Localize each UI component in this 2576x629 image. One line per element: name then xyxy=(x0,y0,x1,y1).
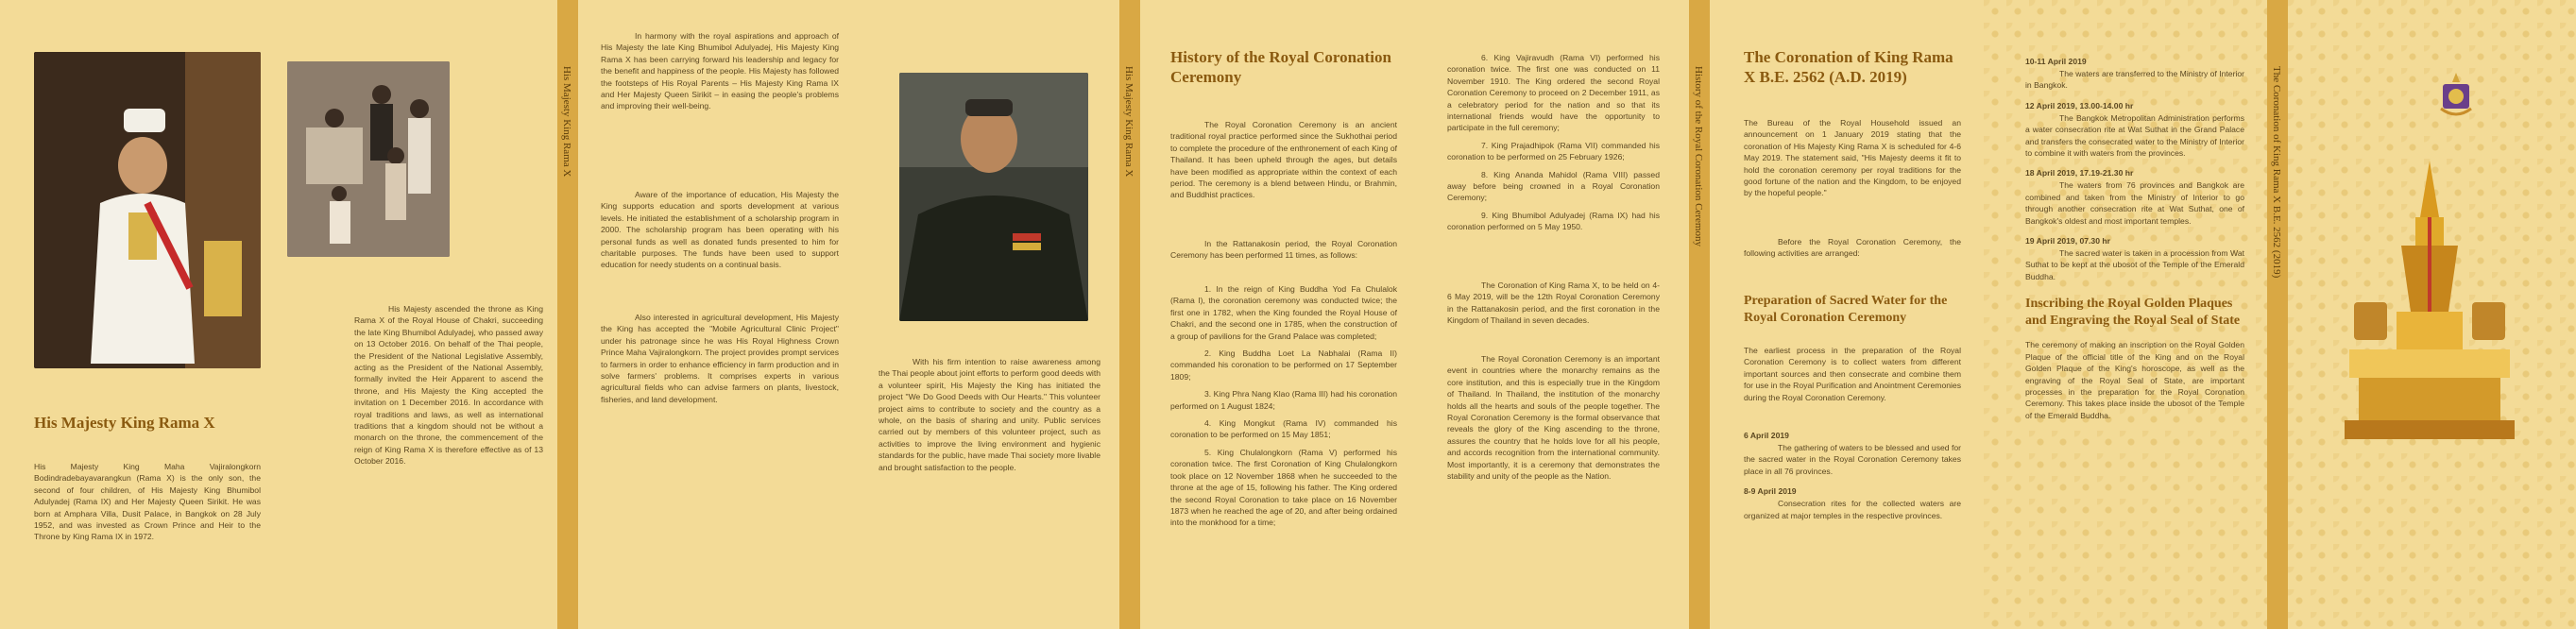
panel-3 xyxy=(578,0,862,629)
spine-3 xyxy=(1689,0,1710,629)
panel1-bio: His Majesty King Maha Vajiralongkorn Bodindradebayavarangkun (Rama X) is the only son, the second of four children, of His Majesty King Bhumibol Adulyadej (Rama IX) and Her Majesty Queen Sirikit. He was born at Amphara Villa, Dusit Palace, in Bangkok on 28 July 1952, and was invested as Crown Prince and Heir to the Throne by King Rama IX in 1972. xyxy=(34,462,261,542)
king-uniform-photo xyxy=(899,73,1088,321)
schedule-date: 10-11 April 2019 xyxy=(2025,57,2087,66)
panel7-title: The Coronation of King Rama X B.E. 2562 (A.D. 2019) xyxy=(1744,48,1953,86)
panel7-p1: The Bureau of the Royal Household issued an announcement on 1 January 2019 stating that the coronation of His Majesty King Rama X is scheduled for 4-6 May 2019. The statement said, "His Majesty deems it fit to hold the coronation ceremony per royal traditions for the good fortune of the nation and the Kingdom, to be enjoyed by the hopeful people." xyxy=(1744,118,1961,198)
list-item: 6. King Vajiravudh (Rama VI) performed his coronation twice. The first one was conducted on 11 November 1910. The King ordered the second Royal Coronation Ceremony to proceed on 2 December 1911, as a celebratory period for the nation and so that its international friends would have the opportunity to participate in the full ceremony; xyxy=(1447,53,1660,133)
schedule-date: 6 April 2019 xyxy=(1744,431,1789,440)
panel3-p2: Aware of the importance of education, His Majesty the King supports education and sports development at various levels. He initiated the establishment of a scholarship program in 2000. The scholarship program has been operating with his personal funds as well as donated funds presented to him for charitable purposes. The funds have been used to support education for needy students on a continual basis. xyxy=(601,190,839,270)
king-uniform-figure xyxy=(899,73,1088,321)
panel5-intro: The Royal Coronation Ceremony is an ancient traditional royal practice performed since the Sukhothai period to complete the procedure of the enthronement of each King of Thailand. It has been upheld through the ages, but details have been modified as appropriate within the context of each period. The ceremony is a blend between Hindu, or Brahmin, and Buddhist practices. xyxy=(1170,120,1397,200)
schedule-text: The gathering of waters to be blessed and used for the sacred water in the Royal Coronation Ceremony takes place in all 76 provinces. xyxy=(1744,443,1961,476)
list-item: 2. King Buddha Loet La Nabhalai (Rama II) commanded his coronation to be performed on 17 September 1809; xyxy=(1170,348,1397,382)
spine-4 xyxy=(2267,0,2288,629)
list-item: 3. King Phra Nang Klao (Rama III) had his coronation performed on 1 August 1824; xyxy=(1170,389,1397,411)
list-item: 4. King Mongkut (Rama IV) commanded his coronation to be performed on 15 May 1851; xyxy=(1170,418,1397,440)
panel5-title: History of the Royal Coronation Ceremony xyxy=(1170,48,1391,86)
panel8-subheading: Inscribing the Royal Golden Plaques and Engraving the Royal Seal of State xyxy=(2025,297,2241,329)
panel-6 xyxy=(1407,0,1689,629)
panel6-importance: The Royal Coronation Ceremony is an important event in countries where the monarchy remains as the core institution, and this is especially true in the Kingdom of Thailand. In Thailand, the institution of the monarchy holds all the hearts and souls of the people together. The Royal Coronation Ceremony is the formal observance that reveals the glory of the King ascending to the throne, assures the country that he holds love for all his people, and accords recognition from the international community. Most importantly, it is a ceremony that demonstrates the stability and unity of the people as the Nation. xyxy=(1447,354,1660,482)
schedule-date: 12 April 2019, 13.00-14.00 hr xyxy=(2025,100,2134,110)
rattanakosin-list xyxy=(1170,283,1397,535)
royal-family-photo xyxy=(287,61,450,257)
panel1-title: His Majesty King Rama X xyxy=(34,414,215,432)
panel7-subheading: Preparation of Sacred Water for the Royal Coronation Ceremony xyxy=(1744,294,1948,325)
royal-emblem-icon xyxy=(2437,71,2475,118)
schedule-text: The sacred water is taken in a procession from Wat Suthat to be kept at the ubosot of the Temple of the Emerald Buddha. xyxy=(2025,248,2244,281)
panel2-text: His Majesty ascended the throne as King Rama X of the Royal House of Chakri, succeeding the late King Bhumibol Adulyadej, who passed away on 13 October 2016. On behalf of the Thai people, the President of the National Legislative Assembly, acting as the President of the National Assembly, formally invited the Heir Apparent to ascend the throne, and His Majesty the King accepted the invitation on 1 December 2016. In accordance with royal traditions and laws, as well as international traditions that a kingdom should not be without a monarch on the throne, the commencement of the reign of King Rama X is therefore effective as of 13 October 2016. xyxy=(354,304,543,467)
schedule-text: The ceremony of making an inscription on the Royal Golden Plaque of the official title of the King and on the Royal Golden Plaque of the King's horoscope, as well as the engraving of the Royal Seal of State, are important processes in the preparation for the Royal Coronation Ceremony. This takes place inside the ubosot of the Temple of the Emerald Buddha. xyxy=(2025,340,2244,420)
panel-4 xyxy=(862,0,1119,629)
rattanakosin-list-cont xyxy=(1447,52,1660,239)
schedule-date: 8-9 April 2019 xyxy=(1744,486,1797,497)
panel7-p2: Before the Royal Coronation Ceremony, the following activities are arranged: xyxy=(1744,237,1961,259)
panel-1 xyxy=(0,0,274,629)
panel3-p1: In harmony with the royal aspirations and approach of His Majesty the late King Bhumibol Adulyadej, His Majesty King Rama X has been carrying forward his leadership and legacy for the benefit and happiness of the people. His Majesty has followed the footsteps of His Royal Parents – His Majesty King Rama IX and Her Majesty Queen Sirikit – in easing the people's problems and improving their well-being. xyxy=(601,31,839,111)
panel6-rama10: The Coronation of King Rama X, to be held on 4-6 May 2019, will be the 12th Royal Coronation Ceremony in the Rattanakosin period, and the first coronation in the Kingdom of Thailand in seven decades. xyxy=(1447,280,1660,326)
spine-1 xyxy=(557,0,578,629)
panel4-text: With his firm intention to raise awareness among the Thai people about joint efforts to perform good deeds with a volunteer spirit, His Majesty the King has initiated the project "We Do Good Deeds with Our Hearts." This volunteer project aims to contribute to society and the country as a whole, on the basis of sharing and unity. Public services carried out by members of this volunteer project, such as activities to improve the living environment and hygienic standards for the public, have made Thai society more livable and brought satisfaction to the people. xyxy=(879,357,1100,472)
list-item: 8. King Ananda Mahidol (Rama VIII) passed away before being crowned in a Royal Coronation Ceremony; xyxy=(1447,169,1660,203)
schedule-text: The waters from 76 provinces and Bangkok are combined and taken from the Ministry of Interior to go through another consecration rite at Wat Suthat, one of Bangkok's oldest and most important temples. xyxy=(2025,180,2244,226)
panel3-p3: Also interested in agricultural development, His Majesty the King has accepted the "Mobile Agricultural Clinic Project" under his patronage since he was His Royal Highness Crown Prince Maha Vajiralongkorn. The project provides prompt services to farmers in order to enhance efficiency in farm production and in solve farmers' problems. It comprises experts in various agricultural fields who can advise farmers on plants, livestock, fisheries, and land development. xyxy=(601,313,839,404)
spine-3-label: History of the Royal Coronation Ceremony xyxy=(1693,66,1704,246)
royal-family-figures xyxy=(287,61,450,257)
spine-2-label: His Majesty King Rama X xyxy=(1123,66,1134,178)
panel-7 xyxy=(1710,0,1984,629)
spine-4-label: The Coronation of King Rama X B.E. 2562 (2019) xyxy=(2271,66,2282,279)
panel8-schedule xyxy=(2025,40,2244,431)
schedule-text: The waters are transferred to the Ministry of Interior in Bangkok. xyxy=(2025,69,2244,91)
king-portrait-figure xyxy=(34,52,261,368)
regalia-illustration xyxy=(2345,161,2515,463)
king-portrait-photo xyxy=(34,52,261,368)
panel7-p3: The earliest process in the preparation of the Royal Coronation Ceremony is to collect waters from different important sources and then consecrate and combine them for use in the Royal Purification and Anointment Ceremonies during the Royal Coronation Ceremony. xyxy=(1744,346,1961,402)
panel5-p2: In the Rattanakosin period, the Royal Coronation Ceremony has been performed 11 times, as follows: xyxy=(1170,239,1397,261)
list-item: 7. King Prajadhipok (Rama VII) commanded his coronation to be performed on 25 February 1926; xyxy=(1447,140,1660,162)
panel-2 xyxy=(274,0,557,629)
list-item: 1. In the reign of King Buddha Yod Fa Chulalok (Rama I), the coronation ceremony was conducted twice; the first one in 1782, when the King founded the Royal House of Chakri, and the second one in 1785, when the construction of a group of pavilions for the Grand Palace was completed; xyxy=(1170,284,1397,341)
list-item: 5. King Chulalongkorn (Rama V) performed his coronation twice. The first Coronation of King Chulalongkorn took place on 12 November 1868 when he succeeded to the throne at the age of 15, following his father. The King ordered the second Royal Coronation to take place on 16 November 1873 when he reached the age of 20, and after being ordained into the monkhood for a time; xyxy=(1170,447,1397,528)
schedule-date: 19 April 2019, 07.30 hr xyxy=(2025,236,2110,246)
spine-1-label: His Majesty King Rama X xyxy=(561,66,572,178)
panel-8 xyxy=(1984,0,2267,629)
list-item: 9. King Bhumibol Adulyadej (Rama IX) had his coronation performed on 5 May 1950. xyxy=(1447,210,1660,232)
panel-5 xyxy=(1140,0,1407,629)
cover-panel xyxy=(2288,0,2576,629)
spine-2 xyxy=(1119,0,1140,629)
panel7-schedule xyxy=(1744,421,1961,531)
schedule-text: Consecration rites for the collected waters are organized at major temples in the respective provinces. xyxy=(1744,499,1961,520)
schedule-date: 18 April 2019, 17.19-21.30 hr xyxy=(2025,168,2134,178)
schedule-text: The Bangkok Metropolitan Administration performs a water consecration rite at Wat Suthat in the Grand Palace and transfers the consecrated water to the Ministry of Interior to combine it with waters from the provinces. xyxy=(2025,112,2244,159)
